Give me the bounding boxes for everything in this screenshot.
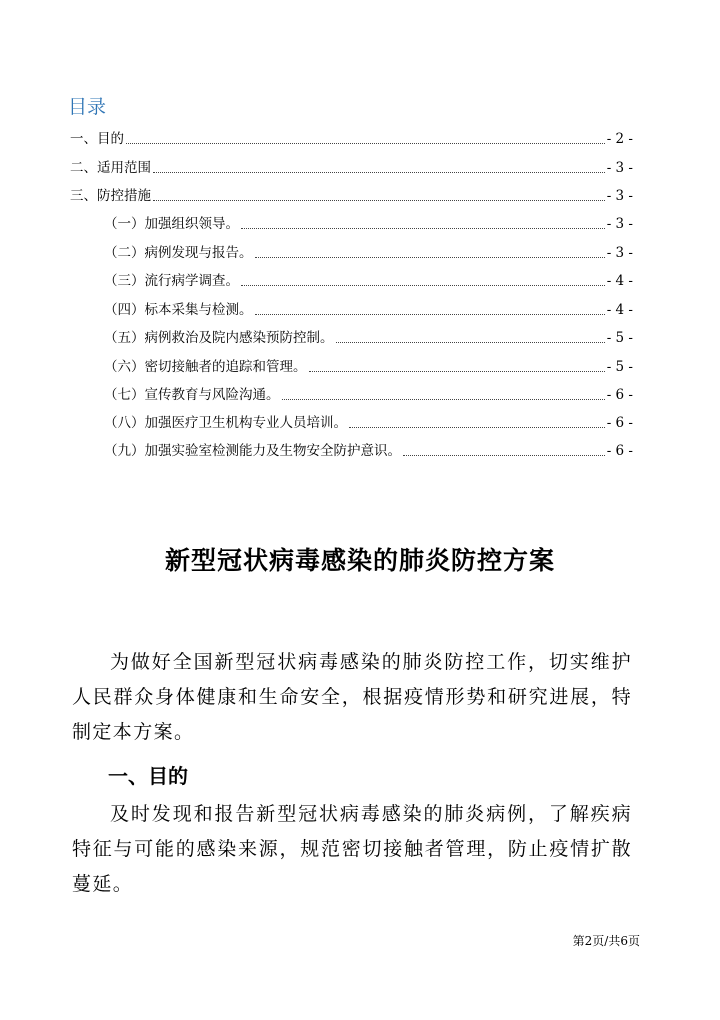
toc-entry-page: - 4 -	[606, 302, 633, 318]
toc-entry-label: 一、目的	[70, 131, 124, 147]
toc-entry-page: - 3 -	[606, 245, 633, 261]
toc-entry[interactable]	[104, 329, 633, 347]
toc-leader-dots	[282, 399, 605, 400]
page-number-footer: 第2页/共6页	[572, 934, 640, 948]
toc-leader-dots	[309, 371, 605, 372]
toc-entry-label: （九）加强实验室检测能力及生物安全防护意识。	[104, 443, 401, 459]
toc-leader-dots	[255, 314, 605, 315]
toc-entry-label: （八）加强医疗卫生机构专业人员培训。	[104, 415, 347, 431]
toc-leader-dots	[336, 342, 605, 343]
purpose-paragraph: 及时发现和报告新型冠状病毒感染的肺炎病例，了解疾病特征与可能的感染来源，规范密切接触者管理，防止疫情扩散蔓延。	[72, 803, 632, 895]
toc-entry-page: - 5 -	[606, 359, 633, 375]
toc-entry-label: （三）流行病学调查。	[104, 273, 239, 289]
toc-entry-page: - 4 -	[606, 273, 633, 289]
toc-entry[interactable]	[104, 215, 633, 233]
toc-entry-page: - 5 -	[606, 330, 633, 346]
toc-entry-label: 三、防控措施	[70, 188, 151, 204]
toc-entry[interactable]	[104, 301, 633, 319]
toc-entry-page: - 3 -	[606, 160, 633, 176]
toc-entry[interactable]	[70, 130, 633, 148]
toc-leader-dots	[153, 172, 605, 173]
toc-entry[interactable]	[104, 386, 633, 404]
toc-entry[interactable]	[70, 187, 633, 205]
toc-leader-dots	[126, 143, 605, 144]
toc-entry[interactable]	[104, 414, 633, 432]
toc-leader-dots	[241, 285, 605, 286]
toc-entry[interactable]	[104, 244, 633, 262]
toc-entry-page: - 3 -	[606, 188, 633, 204]
toc-heading: 目录	[68, 96, 107, 118]
toc-leader-dots	[403, 455, 605, 456]
document-title: 新型冠状病毒感染的肺炎防控方案	[164, 546, 555, 575]
toc-entry-label: （六）密切接触者的追踪和管理。	[104, 359, 307, 375]
toc-entry-page: - 2 -	[606, 131, 633, 147]
toc-leader-dots	[153, 200, 605, 201]
toc-entry-label: （五）病例救治及院内感染预防控制。	[104, 330, 334, 346]
toc-entry[interactable]	[104, 272, 633, 290]
toc-leader-dots	[349, 427, 605, 428]
toc-entry[interactable]	[70, 159, 633, 177]
toc-entry-page: - 6 -	[606, 387, 633, 403]
toc-entry-label: 二、适用范围	[70, 160, 151, 176]
toc-entry-page: - 3 -	[606, 216, 633, 232]
toc-entry-label: （四）标本采集与检测。	[104, 302, 253, 318]
intro-paragraph: 为做好全国新型冠状病毒感染的肺炎防控工作，切实维护人民群众身体健康和生命安全，根据疫情形势和研究进展，特制定本方案。	[72, 651, 632, 743]
toc-entry[interactable]	[104, 442, 633, 460]
toc-entry-label: （二）病例发现与报告。	[104, 245, 253, 261]
section-heading-purpose: 一、目的	[108, 764, 188, 788]
toc-entry[interactable]	[104, 358, 633, 376]
toc-leader-dots	[255, 257, 605, 258]
toc-entry-page: - 6 -	[606, 443, 633, 459]
toc-leader-dots	[241, 228, 605, 229]
toc-entry-label: （七）宣传教育与风险沟通。	[104, 387, 280, 403]
toc-entry-label: （一）加强组织领导。	[104, 216, 239, 232]
toc-entry-page: - 6 -	[606, 415, 633, 431]
